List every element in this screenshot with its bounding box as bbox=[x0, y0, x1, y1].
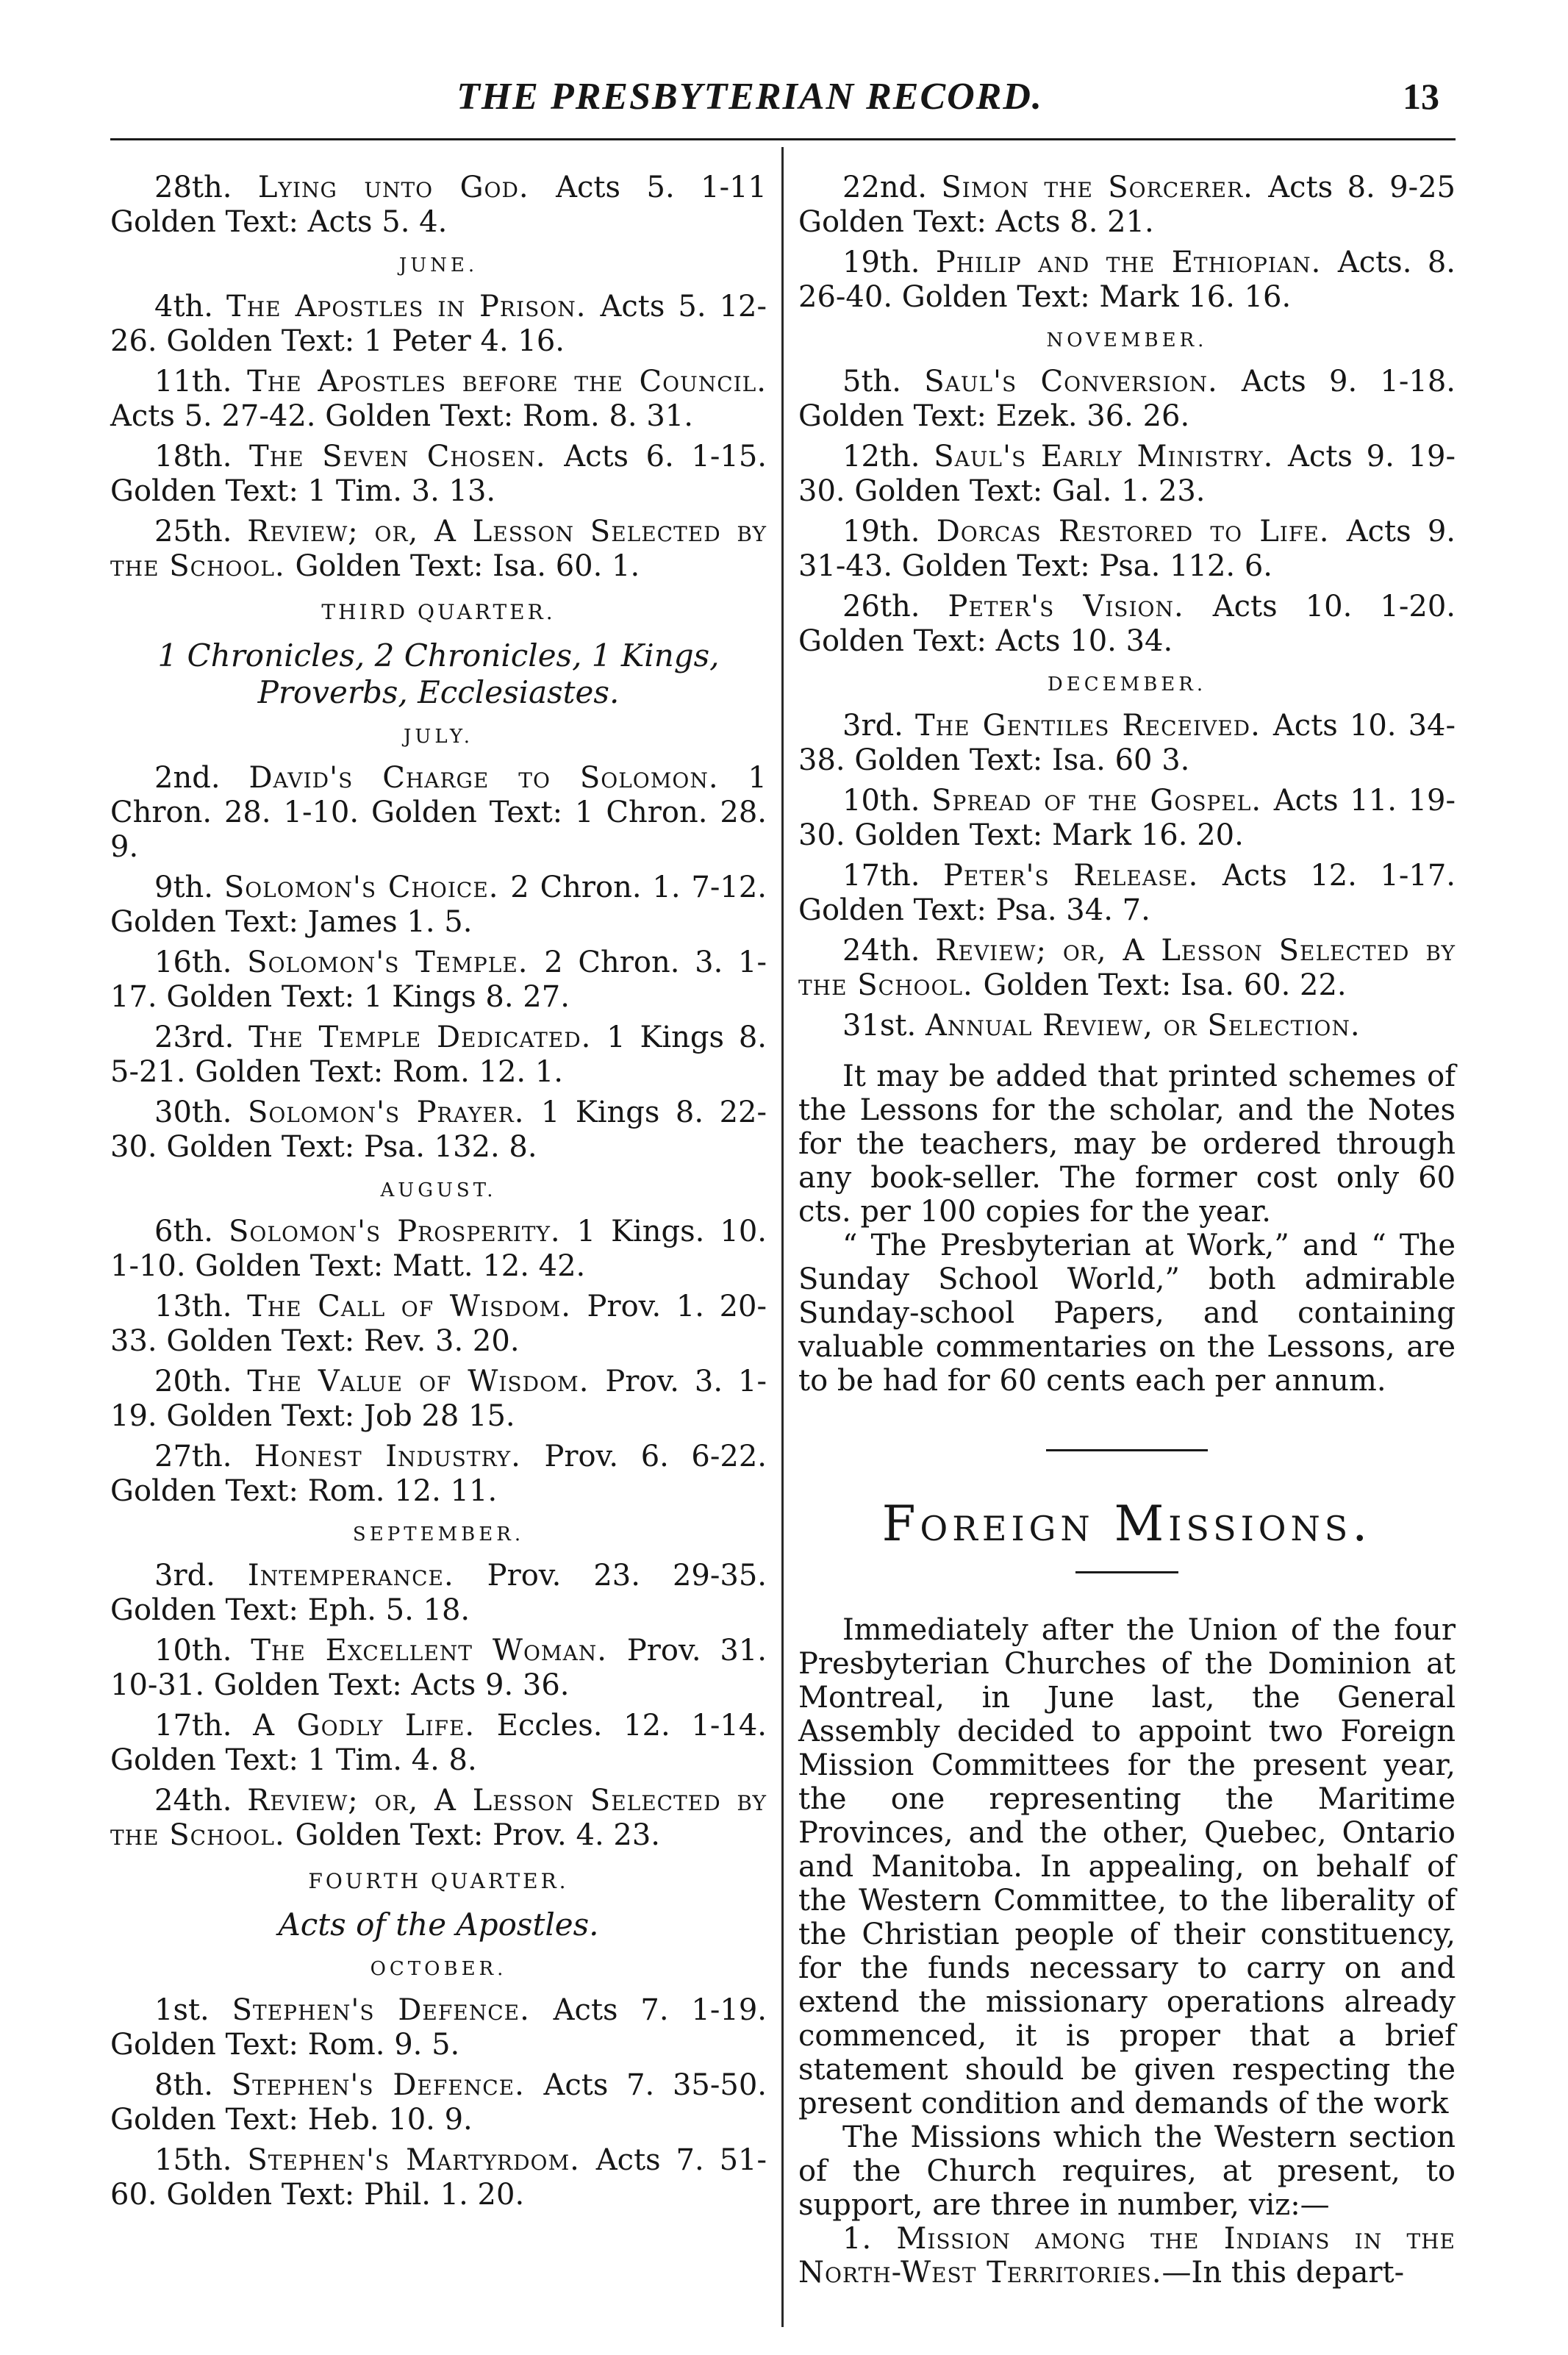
lesson-reference: 1 Chron. 28. 1-10. Golden Text: 1 Chron. 28. 9. bbox=[110, 761, 767, 864]
lesson-entry bbox=[798, 515, 1456, 584]
fourth-quarter-books: Acts of the Apostles. bbox=[278, 1906, 599, 1943]
lesson-entry bbox=[110, 1096, 767, 1165]
lesson-date: 8th. bbox=[154, 2068, 232, 2102]
lesson-reference: Acts 8. 9-25 Golden Text: Acts 8. 21. bbox=[798, 171, 1456, 239]
lesson-title: The Apostles in Prison. bbox=[226, 290, 601, 324]
lesson-reference: Acts 5. 1-11 Golden Text: Acts 5. 4. bbox=[110, 171, 767, 239]
lesson-reference: 1 Kings. 10. 1-10. Golden Text: Matt. 12. 42. bbox=[110, 1215, 767, 1283]
lesson-reference: Acts. 8. 26-40. Golden Text: Mark 16. 16. bbox=[798, 246, 1456, 314]
lesson-date: 22nd. bbox=[842, 171, 942, 204]
lesson-date: 5th. bbox=[842, 365, 925, 399]
lesson-title: A Godly Life. bbox=[253, 1709, 497, 1743]
lesson-reference: Golden Text: Prov. 4. 23. bbox=[295, 1818, 660, 1852]
month-heading-october: OCTOBER. bbox=[370, 1958, 507, 1980]
lesson-date: 27th. bbox=[154, 1440, 255, 1473]
lesson-reference: Acts 10. 34-38. Golden Text: Isa. 60 3. bbox=[798, 709, 1456, 777]
lesson-reference: Prov. 6. 6-22. Golden Text: Rom. 12. 11. bbox=[110, 1440, 767, 1508]
october-lessons-left bbox=[110, 1993, 767, 2212]
lesson-date: 3rd. bbox=[154, 1559, 248, 1593]
section-heading: Foreign Missions. bbox=[881, 1495, 1372, 1552]
lesson-title: Solomon's Prosperity. bbox=[229, 1215, 577, 1248]
page-header bbox=[110, 65, 1456, 140]
lesson-date: 1st. bbox=[154, 1993, 232, 2027]
note-paragraph-papers: “ The Presbyterian at Work,” and “ The Sunday School World,” both admirable Sunday-school Papers, and containing valuable commentaries on the Lessons, are to be had for 60 cents each per annum. bbox=[798, 1229, 1456, 1398]
lesson-title: The Call of Wisdom. bbox=[247, 1290, 587, 1323]
lesson-title: Solomon's Choice. bbox=[223, 871, 511, 904]
lesson-reference: Acts 10. 1-20. Golden Text: Acts 10. 34. bbox=[798, 590, 1456, 658]
left-column bbox=[110, 171, 767, 2218]
lesson-entry bbox=[110, 1559, 767, 1628]
lesson-entry bbox=[110, 1784, 767, 1853]
lesson-title: Philip and the Ethiopian. bbox=[935, 246, 1338, 279]
page-number: 13 bbox=[1403, 76, 1439, 117]
lesson-title: Peter's Release. bbox=[942, 859, 1222, 893]
lesson-date: 31st. bbox=[842, 1009, 926, 1043]
lesson-entry bbox=[110, 761, 767, 865]
lesson-title: The Gentiles Received. bbox=[914, 709, 1273, 743]
lesson-reference: Acts 6. 1-15. Golden Text: 1 Tim. 3. 13. bbox=[110, 440, 767, 508]
month-heading-september: SEPTEMBER. bbox=[352, 1523, 525, 1545]
lesson-title: Intemperance. bbox=[247, 1559, 487, 1593]
lesson-reference: Prov. 23. 29-35. Golden Text: Eph. 5. 18. bbox=[110, 1559, 767, 1627]
column-divider bbox=[781, 147, 784, 2327]
lesson-reference: Acts 7. 51-60. Golden Text: Phil. 1. 20. bbox=[110, 2143, 767, 2212]
lesson-date: 10th. bbox=[154, 1634, 251, 1668]
lesson-entry bbox=[110, 946, 767, 1015]
lesson-title: Annual Review, or Selection. bbox=[925, 1009, 1361, 1043]
lesson-date: 3rd. bbox=[842, 709, 915, 743]
month-heading-june: JUNE. bbox=[398, 254, 479, 276]
heading-underline bbox=[1075, 1571, 1178, 1573]
missions-item-1 bbox=[798, 2222, 1456, 2290]
lesson-entry bbox=[798, 590, 1456, 659]
lesson-date: 16th. bbox=[154, 946, 248, 979]
lesson-date: 24th. bbox=[842, 934, 936, 968]
lesson-date: 25th. bbox=[154, 515, 248, 548]
lesson-entry bbox=[110, 1709, 767, 1778]
lesson-title: Saul's Conversion. bbox=[924, 365, 1242, 399]
lesson-date: 6th. bbox=[154, 1215, 229, 1248]
section-separator bbox=[1046, 1449, 1208, 1451]
lesson-entry bbox=[110, 515, 767, 584]
november-lessons bbox=[798, 365, 1456, 659]
lesson-title: Stephen's Defence. bbox=[232, 1993, 554, 2027]
lesson-date: 10th. bbox=[842, 784, 932, 818]
third-quarter-books: 1 Chronicles, 2 Chronicles, 1 Kings, Proverbs, Ecclesiastes. bbox=[157, 637, 720, 710]
lesson-title: The Value of Wisdom. bbox=[247, 1365, 606, 1398]
lesson-date: 12th. bbox=[842, 440, 934, 473]
lesson-reference: Acts 9. 1-18. Golden Text: Ezek. 36. 26. bbox=[798, 365, 1456, 433]
month-heading-december: DECEMBER. bbox=[1047, 673, 1207, 696]
lesson-entry bbox=[110, 440, 767, 509]
lesson-entry bbox=[798, 934, 1456, 1003]
lesson-title: The Temple Dedicated. bbox=[248, 1021, 607, 1054]
lesson-reference: Acts 7. 1-19. Golden Text: Rom. 9. 5. bbox=[110, 1993, 767, 2062]
lesson-date: 20th. bbox=[154, 1365, 248, 1398]
lesson-entry bbox=[110, 1634, 767, 1703]
lesson-title: The Excellent Woman. bbox=[251, 1634, 627, 1668]
lesson-date: 24th. bbox=[154, 1784, 248, 1818]
lesson-entry bbox=[110, 1440, 767, 1509]
lesson-date: 11th. bbox=[154, 365, 248, 399]
july-lessons bbox=[110, 761, 767, 1165]
lesson-reference: 1 Kings 8. 5-21. Golden Text: Rom. 12. 1. bbox=[110, 1021, 767, 1089]
lesson-reference: Acts 9. 19-30. Golden Text: Gal. 1. 23. bbox=[798, 440, 1456, 508]
lesson-date: 19th. bbox=[842, 515, 937, 548]
lesson-date: 17th. bbox=[154, 1709, 254, 1743]
lesson-entry bbox=[798, 440, 1456, 509]
lesson-entry bbox=[110, 871, 767, 940]
right-column bbox=[798, 171, 1456, 2290]
september-lessons bbox=[110, 1559, 767, 1853]
lesson-title: Saul's Early Ministry. bbox=[934, 440, 1289, 473]
lesson-title: Dorcas Restored to Life. bbox=[936, 515, 1347, 548]
missions-item-1-text: —In this depart- bbox=[1161, 2256, 1405, 2290]
lesson-reference: Acts 5. 12-26. Golden Text: 1 Peter 4. 16. bbox=[110, 290, 767, 358]
lesson-title: Review; or, A Lesson Selected by the School. bbox=[798, 934, 1456, 1002]
lesson-reference: Eccles. 12. 1-14. Golden Text: 1 Tim. 4. 8. bbox=[110, 1709, 767, 1777]
lesson-reference: 2 Chron. 1. 7-12. Golden Text: James 1. 5. bbox=[110, 871, 767, 939]
lesson-entry bbox=[798, 171, 1456, 240]
lesson-title: David's Charge to Solomon. bbox=[248, 761, 748, 795]
lesson-date: 4th. bbox=[154, 290, 227, 324]
lesson-entry bbox=[110, 171, 767, 240]
lesson-date: 23rd. bbox=[154, 1021, 249, 1054]
month-heading-august: AUGUST. bbox=[380, 1179, 497, 1201]
journal-title: THE PRESBYTERIAN RECORD. bbox=[457, 76, 1043, 118]
lesson-entry bbox=[110, 1021, 767, 1090]
lesson-date: 17th. bbox=[842, 859, 943, 893]
lesson-title: Solomon's Prayer. bbox=[247, 1096, 541, 1129]
december-lessons bbox=[798, 709, 1456, 1043]
lesson-entry bbox=[798, 709, 1456, 778]
month-heading-november: NOVEMBER. bbox=[1046, 329, 1208, 351]
lesson-title: Peter's Vision. bbox=[948, 590, 1213, 623]
third-quarter-heading: THIRD QUARTER. bbox=[321, 600, 556, 624]
missions-item-1-title: 1. Mission among the Indians in the North-West Territories. bbox=[798, 2222, 1456, 2290]
note-paragraph: It may be added that printed schemes of the Lessons for the scholar, and the Notes for the teachers, may be ordered through any book-seller. The former cost only 60 cts. per 100 copies for the year. bbox=[798, 1059, 1456, 1229]
lesson-title: Lying unto God. bbox=[257, 171, 556, 204]
lesson-entry bbox=[110, 1993, 767, 2062]
lesson-date: 26th. bbox=[842, 590, 948, 623]
lesson-title: Stephen's Martyrdom. bbox=[247, 2143, 596, 2177]
lesson-title: Review; or, A Lesson Selected by the School. bbox=[110, 1784, 767, 1852]
may-lessons bbox=[110, 171, 767, 240]
lesson-reference: Golden Text: Isa. 60. 22. bbox=[983, 968, 1347, 1002]
lesson-entry bbox=[110, 1215, 767, 1284]
lesson-entry bbox=[110, 1365, 767, 1434]
lesson-reference: 2 Chron. 3. 1-17. Golden Text: 1 Kings 8. 27. bbox=[110, 946, 767, 1014]
lesson-reference: Prov. 31. 10-31. Golden Text: Acts 9. 36. bbox=[110, 1634, 767, 1702]
lesson-date: 18th. bbox=[154, 440, 250, 473]
lesson-title: The Seven Chosen. bbox=[249, 440, 565, 473]
lesson-entry bbox=[798, 246, 1456, 315]
lesson-entry bbox=[110, 365, 767, 434]
lesson-title: Solomon's Temple. bbox=[247, 946, 545, 979]
lesson-date: 19th. bbox=[842, 246, 936, 279]
lesson-date: 28th. bbox=[154, 171, 258, 204]
lesson-title: The Apostles before the Council. bbox=[247, 365, 767, 399]
lesson-reference: Golden Text: Isa. 60. 1. bbox=[295, 549, 640, 583]
lesson-date: 9th. bbox=[154, 871, 224, 904]
lesson-entry bbox=[798, 784, 1456, 853]
month-heading-july: JULY. bbox=[403, 726, 473, 748]
lesson-entry bbox=[798, 365, 1456, 434]
lesson-reference: Acts 11. 19-30. Golden Text: Mark 16. 20. bbox=[798, 784, 1456, 852]
august-lessons bbox=[110, 1215, 767, 1509]
fourth-quarter-heading: FOURTH QUARTER. bbox=[308, 1869, 569, 1893]
lesson-title: Honest Industry. bbox=[254, 1440, 545, 1473]
lesson-entry bbox=[110, 1290, 767, 1359]
lesson-title: Spread of the Gospel. bbox=[931, 784, 1274, 818]
lesson-entry bbox=[110, 2068, 767, 2137]
lesson-reference: Acts 7. 35-50. Golden Text: Heb. 10. 9. bbox=[110, 2068, 767, 2137]
lesson-entry bbox=[110, 290, 767, 359]
lesson-reference: Acts 9. 31-43. Golden Text: Psa. 112. 6. bbox=[798, 515, 1456, 583]
lesson-reference: 1 Kings 8. 22-30. Golden Text: Psa. 132. 8. bbox=[110, 1096, 767, 1164]
missions-paragraph-sections: The Missions which the Western section of the Church requires, at present, to support, are three in number, viz:— bbox=[798, 2120, 1456, 2222]
lesson-reference: Prov. 1. 20-33. Golden Text: Rev. 3. 20. bbox=[110, 1290, 767, 1358]
lesson-title: Stephen's Defence. bbox=[231, 2068, 544, 2102]
lesson-entry bbox=[798, 859, 1456, 928]
missions-paragraph: Immediately after the Union of the four Presbyterian Churches of the Dominion at Montreal, in June last, the General Assembly decided to appoint two Foreign Mission Committees for the present year, the one representing the Maritime Provinces, and the other, Quebec, Ontario and Manitoba. In appealing, on behalf of the Western Committee, to the liberality of the Christian people of their constituency, for the funds necessary to carry on and extend the missionary operations already commenced, it is proper that a brief statement should be given respecting the present condition and demands of the work bbox=[798, 1613, 1456, 2120]
lesson-reference: Acts 5. 27-42. Golden Text: Rom. 8. 31. bbox=[110, 399, 693, 433]
lesson-reference: Acts 12. 1-17. Golden Text: Psa. 34. 7. bbox=[798, 859, 1456, 927]
lesson-title: Simon the Sorcerer. bbox=[941, 171, 1269, 204]
lesson-entry bbox=[798, 1009, 1456, 1043]
october-lessons-right bbox=[798, 171, 1456, 315]
lesson-reference: Prov. 3. 1-19. Golden Text: Job 28 15. bbox=[110, 1365, 767, 1433]
june-lessons bbox=[110, 290, 767, 584]
lesson-date: 2nd. bbox=[154, 761, 249, 795]
lesson-title: Review; or, A Lesson Selected by the School. bbox=[110, 515, 767, 583]
lesson-date: 13th. bbox=[154, 1290, 248, 1323]
lesson-date: 15th. bbox=[154, 2143, 248, 2177]
lesson-date: 30th. bbox=[154, 1096, 248, 1129]
lesson-entry bbox=[110, 2143, 767, 2212]
